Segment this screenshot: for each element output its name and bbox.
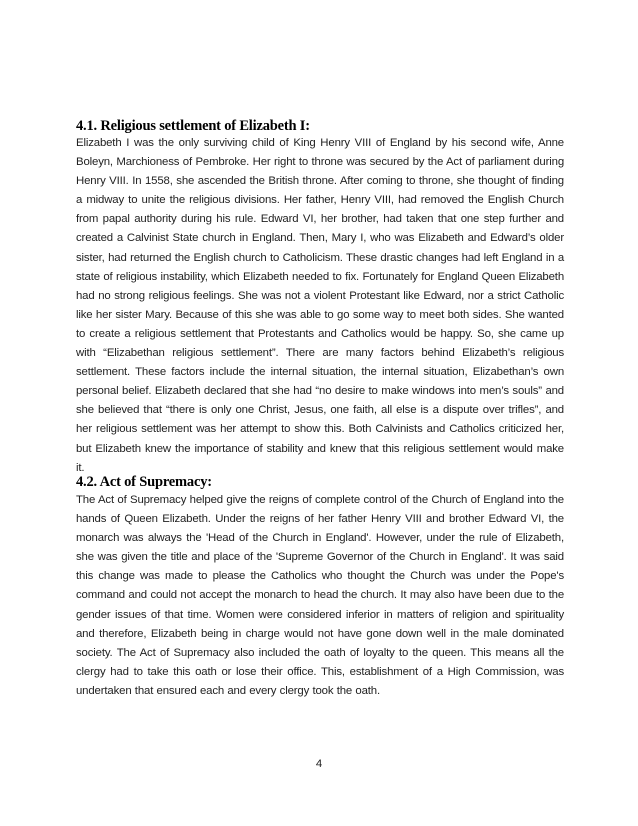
- page-number: 4: [315, 758, 323, 770]
- section-body-act-of-supremacy: The Act of Supremacy helped give the reigns of complete control of the Church of England into the hands of Queen Elizabeth. Under the reigns of her father Henry VIII and brother Edward VI, the monarch was always the 'Head of the Church in England'. However, under the rule of Elizabeth, she was given the title and place of the 'Supreme Governor of the Church in England'. It was said this change was made to please the Catholics who thought the Church was under the Pope's command and could not accept the monarch to head the church. It may also have been due to the gender issues of that time. Women were considered inferior in matters of religion and spirituality and therefore, Elizabeth being in charge would not have gone down well in the male dominated society. The Act of Supremacy also included the oath of loyalty to the queen. This means all the clergy had to take this oath or lose their office. This, establishment of a High Commission, was undertaken that ensured each and every clergy took the oath.: [76, 494, 564, 697]
- section-body-religious-settlement: Elizabeth I was the only surviving child of King Henry VIII of England by his second wife, Anne Boleyn, Marchioness of Pembroke. Her right to throne was secured by the Act of parliament during Henry VIII. In 1558, she ascended the British throne. After coming to throne, she thought of finding a midway to unite the religious divisions. Her father, Henry VIII, had removed the English Church from papal authority during his rule. Edward VI, her brother, had taken that one step further and created a Calvinist State church in England. Then, Mary I, who was Elizabeth and Edward’s older sister, had returned the English church to Catholicism. These drastic changes had left England in a state of religious instability, which Elizabeth needed to fix. Fortunately for England Queen Elizabeth had no strong religious feelings. She was not a violent Protestant like Edward, nor a strict Catholic like her sister Mary. Because of this she was able to go some way to meet both sides. She wanted to create a religious settlement that Protestants and Catholics would be happy. So, she came up with “Elizabethan religious settlement”. There are many factors behind Elizabeth’s religious settlement. These factors include the internal situation, the internal situation, Elizabethan’s own personal belief. Elizabeth declared that she had “no desire to make windows into men’s souls” and she believed that “there is only one Christ, Jesus, one faith, all else is a dispute over trifles”, and her religious settlement was her attempt to show this. Both Calvinists and Catholics criticized her, but Elizabeth knew the importance of stability and knew that this religious settlement would make it.: [76, 137, 564, 474]
- section-heading-religious-settlement: 4.1. Religious settlement of Elizabeth I:: [76, 118, 310, 134]
- section-heading-act-of-supremacy: 4.2. Act of Supremacy:: [76, 474, 212, 490]
